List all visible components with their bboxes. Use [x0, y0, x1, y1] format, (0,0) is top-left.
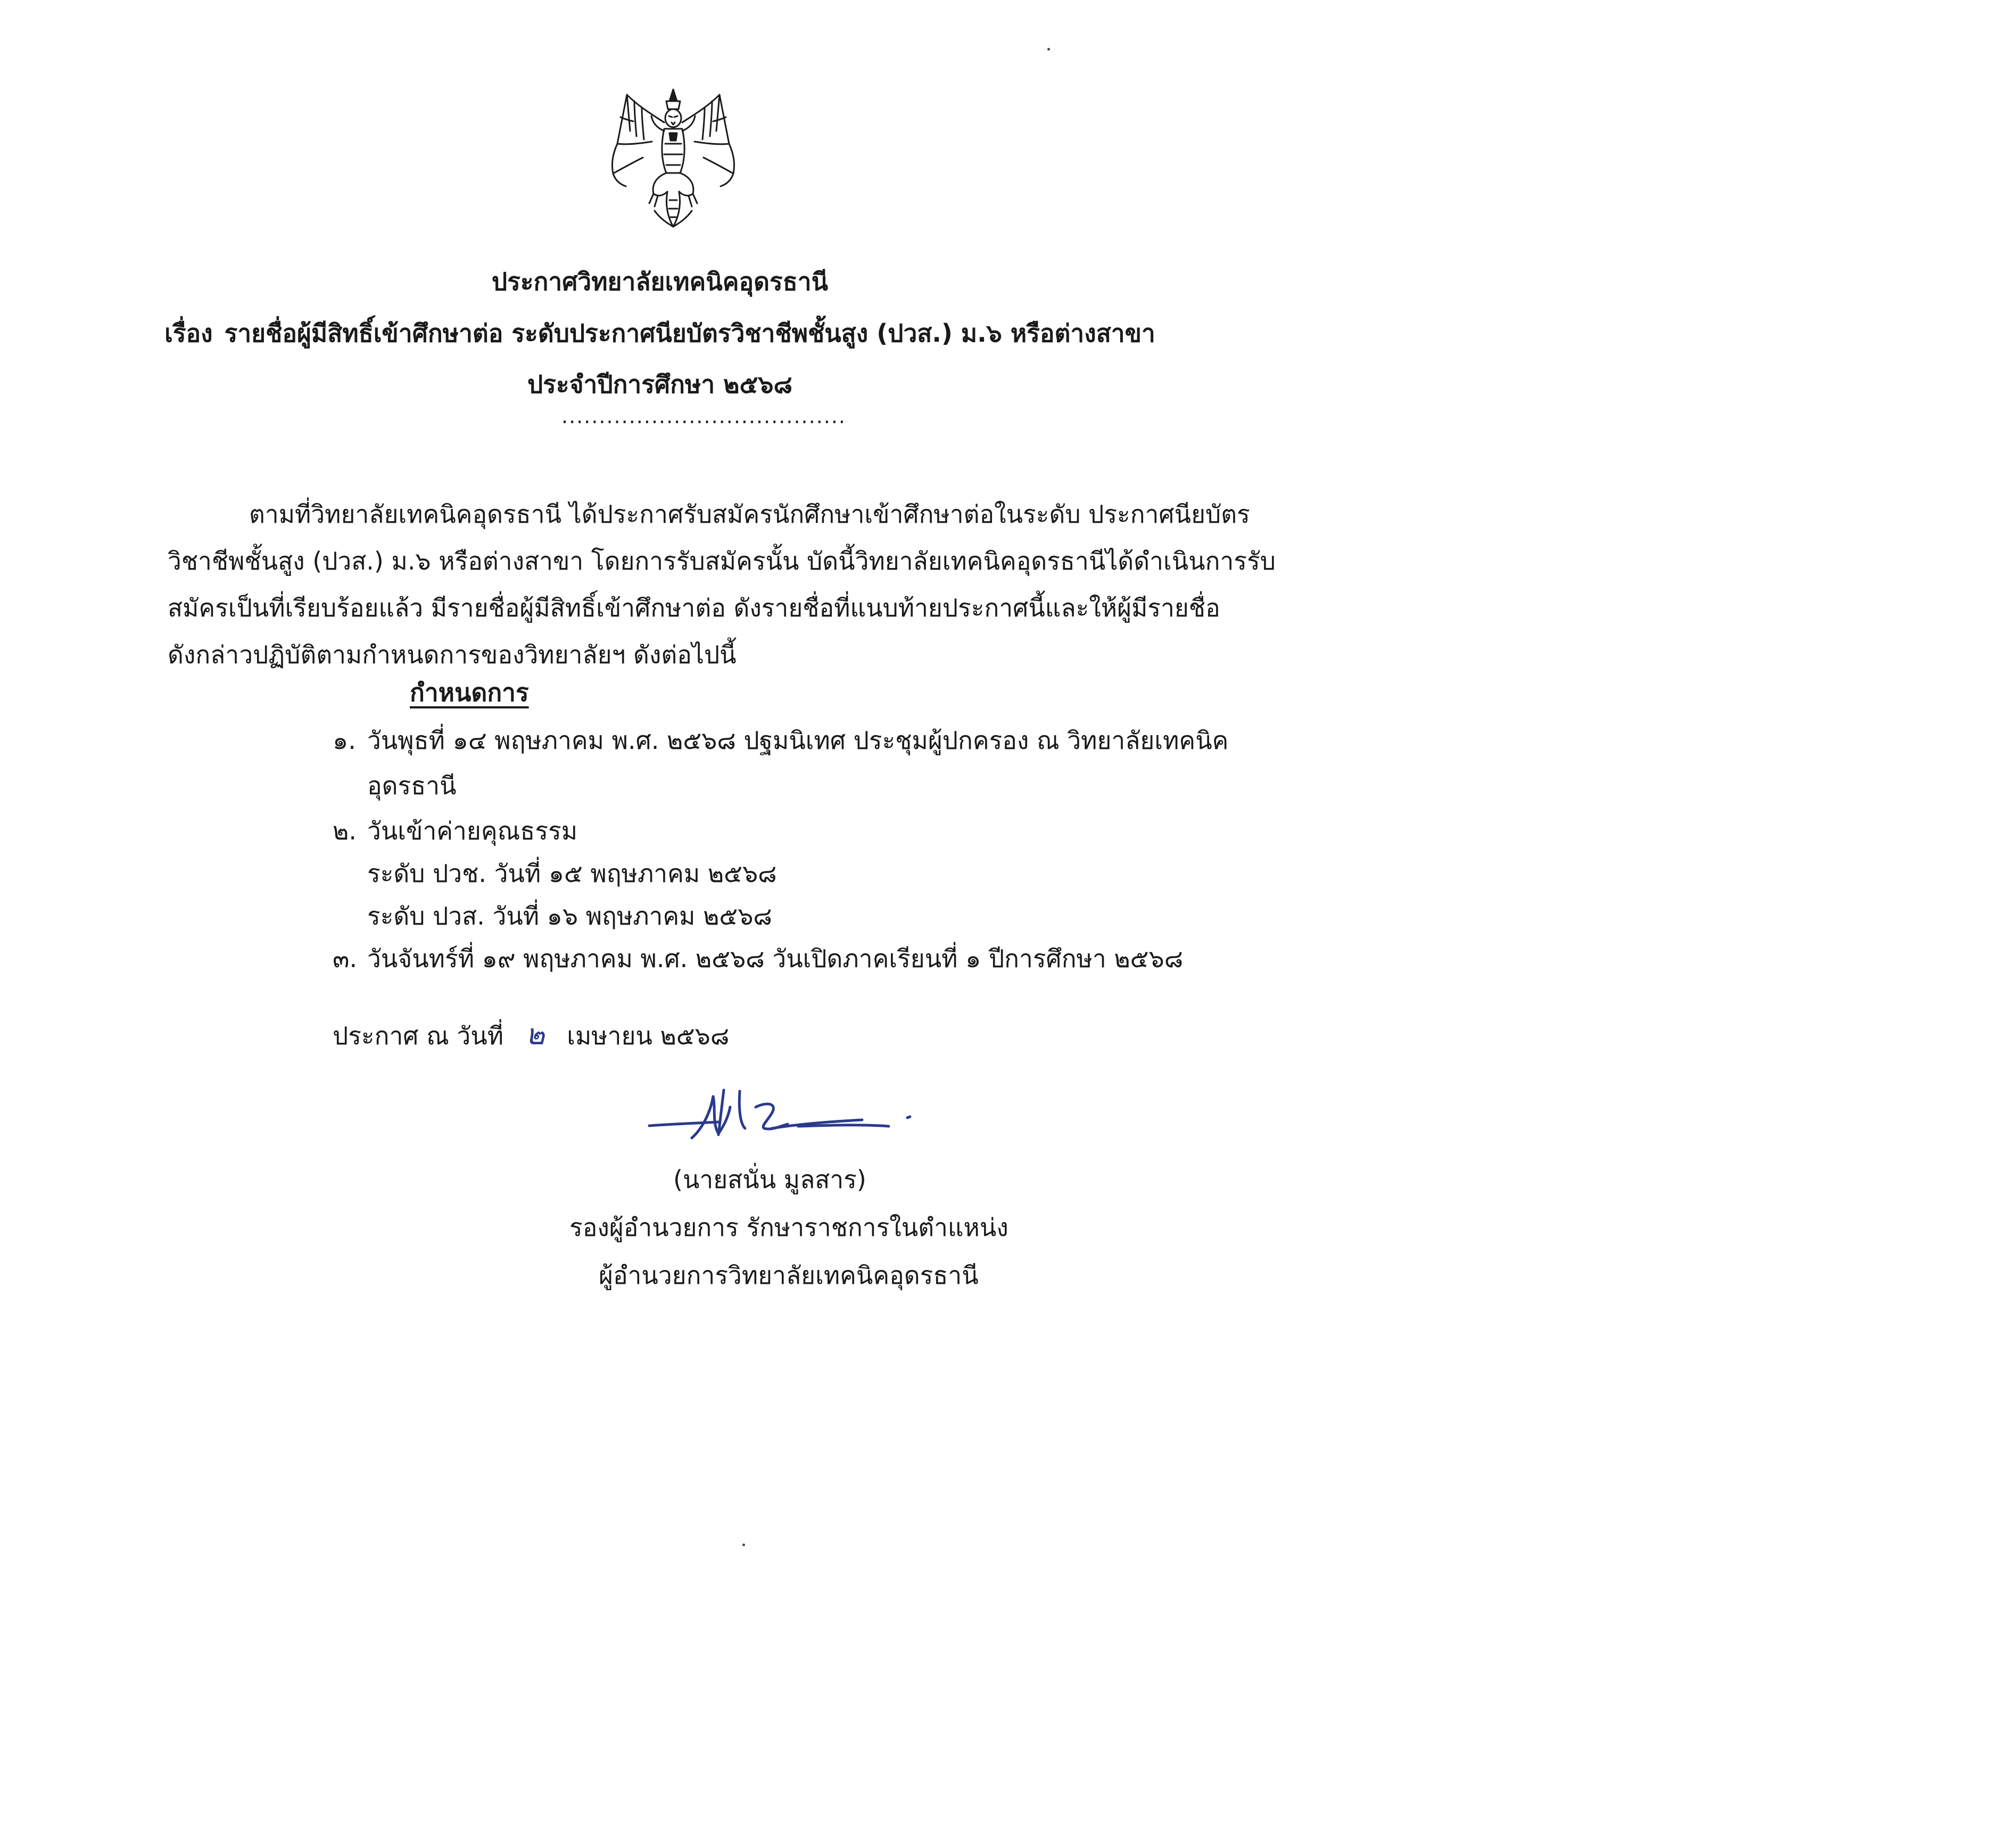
schedule-item-1-line-1: วันพุธที่ ๑๔ พฤษภาคม พ.ศ. ๒๕๖๘ ปฐมนิเทศ ประชุมผู้ปกครอง ณ วิทยาลัยเทคนิค	[367, 726, 1229, 755]
schedule-item-number-2: ๒.	[333, 816, 357, 845]
signatory-name: (นายสนั่น มูลสาร)	[673, 1165, 866, 1194]
schedule-item-2-line-1: วันเข้าค่ายคุณธรรม	[367, 816, 578, 845]
body-line-3: สมัครเป็นที่เรียบร้อยแล้ว มีรายชื่อผู้มีสิทธิ์เข้าศึกษาต่อ ดังรายชื่อที่แนบท้ายประกาศนี้และให้ผู้มีรายชื่อ	[168, 593, 1220, 622]
schedule-item-number-3: ๓.	[333, 944, 358, 973]
scan-speck	[1047, 48, 1050, 51]
date-month-year: เมษายน ๒๕๖๘	[567, 1021, 730, 1050]
subject-text: รายชื่อผู้มีสิทธิ์เข้าศึกษาต่อ ระดับประกาศนียบัตรวิชาชีพชั้นสูง (ปวส.) ม.๖ หรือต่างสาขา	[224, 319, 1155, 348]
date-prefix: ประกาศ ณ วันที่	[333, 1021, 504, 1050]
announcement-date	[333, 1011, 729, 1057]
announcement-title: ประกาศวิทยาลัยเทคนิคอุดรธานี	[491, 267, 829, 296]
announcement-subject	[0, 314, 1320, 353]
schedule-heading: กำหนดการ	[410, 678, 529, 707]
schedule-item-number-1: ๑.	[333, 726, 356, 755]
garuda-emblem-icon	[601, 85, 745, 234]
signatory-position-line-2: ผู้อำนวยการวิทยาลัยเทคนิคอุดรธานี	[599, 1261, 979, 1290]
schedule-item-2-sub-2: ระดับ ปวส. วันที่ ๑๖ พฤษภาคม ๒๕๖๘	[367, 902, 772, 930]
handwritten-signature-icon	[639, 1075, 915, 1160]
handwritten-day: ๒	[525, 1018, 545, 1051]
academic-year-line: ประจำปีการศึกษา ๒๕๖๘	[527, 370, 793, 399]
scan-speck	[742, 1544, 745, 1546]
schedule-item-2-sub-1: ระดับ ปวช. วันที่ ๑๕ พฤษภาคม ๒๕๖๘	[367, 859, 777, 888]
body-line-2: วิชาชีพชั้นสูง (ปวส.) ม.๖ หรือต่างสาขา โดยการรับสมัครนั้น บัดนี้วิทยาลัยเทคนิคอุดรธานีได้ดำเนินการรับ	[168, 547, 1276, 575]
schedule-item-1-line-2: อุดรธานี	[367, 771, 457, 800]
separator-dots: ......................................	[561, 405, 847, 428]
body-line-4: ดังกล่าวปฏิบัติตามกำหนดการของวิทยาลัยฯ ดังต่อไปนี้	[168, 640, 737, 669]
signatory-position-line-1: รองผู้อำนวยการ รักษาราชการในตำแหน่ง	[569, 1213, 1008, 1242]
schedule-item-3-line-1: วันจันทร์ที่ ๑๙ พฤษภาคม พ.ศ. ๒๕๖๘ วันเปิดภาคเรียนที่ ๑ ปีการศึกษา ๒๕๖๘	[367, 944, 1184, 973]
body-line-1: ตามที่วิทยาลัยเทคนิคอุดรธานี ได้ประกาศรับสมัครนักศึกษาเข้าศึกษาต่อในระดับ ประกาศนียบัตร	[249, 500, 1250, 529]
subject-label: เรื่อง	[164, 319, 213, 348]
